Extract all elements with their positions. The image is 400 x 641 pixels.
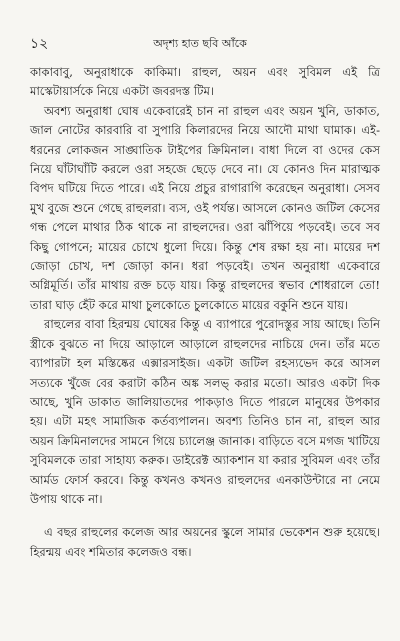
paragraph-continued: কাকাবাবু, অনুরাধাকে কাকিমা। রাহুল, অয়ন এবং সুবিমল এই ত্রি মাস্কেটায়ার্সকে নিয়ে একটা জবরদস্ত টিম। [30, 65, 380, 99]
paragraph: অবশ্য অনুরাধা ঘোষ একেবারেই চান না রাহুল এবং অয়ন খুনি, ডাকাত, জাল নোটের কারবারি বা সুপারি কিলারদের নিয়ে আদৌ মাথা ঘামাক। এই-ধরনের লোকজন সাঙ্ঘাতিক টাইপের ক্রিমিনাল। বাধা দিলে বা ওদের কেস নিয়ে ঘাঁটাঘাঁটি করলে ওরা সহজে ছেড়ে দেবে না। যে কোনও দিন মারাত্মক বিপদ ঘটিয়ে দিতে পারে। এই নিয়ে প্রচুর রাগারাগি করেছেন অনুরাধা। সেসব মুখ বুজে শুনে গেছে রাহুলরা। ব্যস, ওই পর্যন্ত। আসলে কোনও জটিল কেসের গন্ধ পেলে মাথার ঠিক থাকে না রাহুলদের। ওরা ঝাঁপিয়ে পড়বেই। তবে সব কিছু গোপনে; মায়ের চোখে ধুলো দিয়ে। কিন্তু শেষ রক্ষা হয় না। মায়ের দশ জোড়া চোখ, দশ জোড়া কান। ধরা পড়বেই। তখন অনুরাধা একেবারে অগ্নিমূর্তি। তাঁর মাথায় রক্ত চড়ে যায়। কিন্তু রাহুলদের স্বভাব শোধরালে তো! তারা ঘাড় হেঁট করে মাথা চুলকোতে চুলকোতে মায়ের বকুনি শুনে যায়। [30, 103, 380, 312]
page-header [30, 36, 370, 52]
running-title: অদৃশ্য হাত ছবি আঁকে [153, 37, 247, 50]
body-text [30, 63, 380, 562]
paragraph: এ বছর রাহুলের কলেজ আর অয়নের স্কুলে সামার ভেকেশন শুরু হয়েছে। হিরন্ময় এবং শমিতার কলেজও বন্ধ। [30, 525, 380, 559]
page-number: ১২ [30, 36, 49, 52]
paragraph: রাহুলের বাবা হিরন্ময় ঘোষের কিন্তু এ ব্যাপারে পুরোদস্তুর সায় আছে। তিনি স্ত্রীকে বুঝতে না দিয়ে আড়ালে আড়ালে রাহুলদের নাচিয়ে দেন। তাঁর মতে ব্যাপারটা হল মস্তিষ্কের এক্সারসাইজ। একটা জটিল রহস্যভেদ করে আসল সত্যকে খুঁজে বের করাটা কঠিন অঙ্ক সলভ্ করার মতো। আরও একটা দিক আছে, খুনি ডাকাত জালিয়াতদের পাকড়াও দিতে পারলে মানুষের উপকার হয়। এটা মহৎ সামাজিক কর্তব্যপালন। অবশ্য তিনিও চান না, রাহুল আর অয়ন ক্রিমিনালদের সামনে গিয়ে চ্যালেঞ্জ জানাক। বাড়িতে বসে মগজ খাটিয়ে সুবিমলকে তারা সাহায্য করুক। ডাইরেক্ট অ্যাকশান যা করার সুবিমল এবং তাঁর আর্মড ফোর্স করবে। কিন্তু কখনও কখনও রাহুলদের এনকাউন্টারে না নেমে উপায় থাকে না। [30, 317, 380, 506]
